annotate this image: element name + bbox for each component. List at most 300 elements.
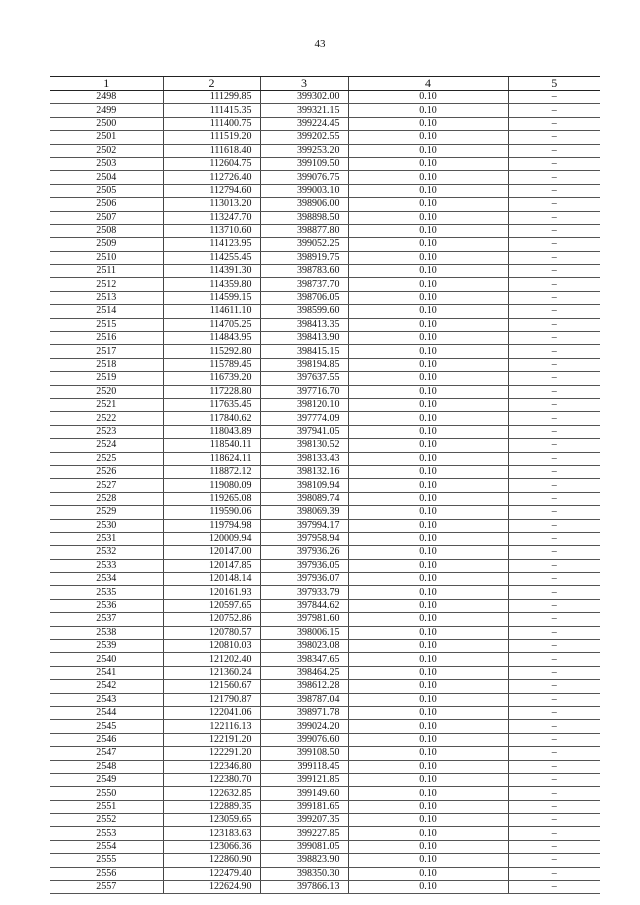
note-cell: – [508, 265, 600, 278]
y-coordinate-cell: 398464.25 [260, 666, 348, 679]
table-row [50, 251, 600, 264]
point-number-cell: 2535 [50, 586, 163, 599]
y-coordinate-cell: 398120.10 [260, 398, 348, 411]
accuracy-cell: 0.10 [348, 91, 508, 104]
note-cell: – [508, 720, 600, 733]
table-row [50, 345, 600, 358]
accuracy-cell: 0.10 [348, 479, 508, 492]
accuracy-cell: 0.10 [348, 117, 508, 130]
y-coordinate-cell: 397716.70 [260, 385, 348, 398]
note-cell: – [508, 372, 600, 385]
accuracy-cell: 0.10 [348, 144, 508, 157]
table-row [50, 867, 600, 880]
point-number-cell: 2530 [50, 519, 163, 532]
x-coordinate-cell: 122346.80 [163, 760, 260, 773]
x-coordinate-cell: 111519.20 [163, 131, 260, 144]
accuracy-cell: 0.10 [348, 305, 508, 318]
note-cell: – [508, 827, 600, 840]
table-row [50, 452, 600, 465]
accuracy-cell: 0.10 [348, 840, 508, 853]
accuracy-cell: 0.10 [348, 867, 508, 880]
x-coordinate-cell: 119080.09 [163, 479, 260, 492]
x-coordinate-cell: 123183.63 [163, 827, 260, 840]
x-coordinate-cell: 114843.95 [163, 332, 260, 345]
table-row [50, 586, 600, 599]
point-number-cell: 2522 [50, 412, 163, 425]
note-cell: – [508, 184, 600, 197]
y-coordinate-cell: 398415.15 [260, 345, 348, 358]
x-coordinate-cell: 114705.25 [163, 318, 260, 331]
x-coordinate-cell: 111299.85 [163, 91, 260, 104]
accuracy-cell: 0.10 [348, 814, 508, 827]
x-coordinate-cell: 122624.90 [163, 881, 260, 894]
table-row [50, 800, 600, 813]
y-coordinate-cell: 398599.60 [260, 305, 348, 318]
accuracy-cell: 0.10 [348, 706, 508, 719]
point-number-cell: 2506 [50, 198, 163, 211]
table-row [50, 854, 600, 867]
y-coordinate-cell: 397958.94 [260, 532, 348, 545]
column-header-2: 2 [163, 77, 260, 91]
table-row [50, 131, 600, 144]
table-header-row [50, 77, 600, 91]
y-coordinate-cell: 398737.70 [260, 278, 348, 291]
accuracy-cell: 0.10 [348, 131, 508, 144]
x-coordinate-cell: 113710.60 [163, 224, 260, 237]
x-coordinate-cell: 120752.86 [163, 613, 260, 626]
x-coordinate-cell: 117840.62 [163, 412, 260, 425]
point-number-cell: 2550 [50, 787, 163, 800]
x-coordinate-cell: 114359.80 [163, 278, 260, 291]
x-coordinate-cell: 120147.00 [163, 546, 260, 559]
y-coordinate-cell: 399076.75 [260, 171, 348, 184]
y-coordinate-cell: 399118.45 [260, 760, 348, 773]
point-number-cell: 2533 [50, 559, 163, 572]
table-row [50, 291, 600, 304]
x-coordinate-cell: 112794.60 [163, 184, 260, 197]
table-row [50, 787, 600, 800]
accuracy-cell: 0.10 [348, 198, 508, 211]
table-row [50, 425, 600, 438]
y-coordinate-cell: 398133.43 [260, 452, 348, 465]
note-cell: – [508, 465, 600, 478]
x-coordinate-cell: 120161.93 [163, 586, 260, 599]
note-cell: – [508, 733, 600, 746]
y-coordinate-cell: 397981.60 [260, 613, 348, 626]
accuracy-cell: 0.10 [348, 251, 508, 264]
note-cell: – [508, 479, 600, 492]
accuracy-cell: 0.10 [348, 265, 508, 278]
x-coordinate-cell: 120009.94 [163, 532, 260, 545]
accuracy-cell: 0.10 [348, 506, 508, 519]
coordinates-table [50, 76, 600, 894]
point-number-cell: 2556 [50, 867, 163, 880]
table-row [50, 881, 600, 894]
accuracy-cell: 0.10 [348, 184, 508, 197]
point-number-cell: 2536 [50, 599, 163, 612]
note-cell: – [508, 492, 600, 505]
y-coordinate-cell: 398612.28 [260, 680, 348, 693]
x-coordinate-cell: 120147.85 [163, 559, 260, 572]
point-number-cell: 2553 [50, 827, 163, 840]
accuracy-cell: 0.10 [348, 720, 508, 733]
point-number-cell: 2540 [50, 653, 163, 666]
note-cell: – [508, 519, 600, 532]
x-coordinate-cell: 115292.80 [163, 345, 260, 358]
point-number-cell: 2554 [50, 840, 163, 853]
note-cell: – [508, 318, 600, 331]
point-number-cell: 2539 [50, 640, 163, 653]
y-coordinate-cell: 397774.09 [260, 412, 348, 425]
x-coordinate-cell: 121790.87 [163, 693, 260, 706]
accuracy-cell: 0.10 [348, 278, 508, 291]
x-coordinate-cell: 119265.08 [163, 492, 260, 505]
x-coordinate-cell: 122380.70 [163, 773, 260, 786]
x-coordinate-cell: 118624.11 [163, 452, 260, 465]
note-cell: – [508, 747, 600, 760]
y-coordinate-cell: 398706.05 [260, 291, 348, 304]
column-header-4: 4 [348, 77, 508, 91]
note-cell: – [508, 398, 600, 411]
point-number-cell: 2534 [50, 573, 163, 586]
table-row [50, 653, 600, 666]
y-coordinate-cell: 399081.05 [260, 840, 348, 853]
accuracy-cell: 0.10 [348, 452, 508, 465]
point-number-cell: 2509 [50, 238, 163, 251]
x-coordinate-cell: 113013.20 [163, 198, 260, 211]
table-row [50, 519, 600, 532]
accuracy-cell: 0.10 [348, 599, 508, 612]
point-number-cell: 2555 [50, 854, 163, 867]
point-number-cell: 2519 [50, 372, 163, 385]
note-cell: – [508, 626, 600, 639]
point-number-cell: 2548 [50, 760, 163, 773]
y-coordinate-cell: 397866.13 [260, 881, 348, 894]
x-coordinate-cell: 122291.20 [163, 747, 260, 760]
y-coordinate-cell: 398130.52 [260, 439, 348, 452]
y-coordinate-cell: 399202.55 [260, 131, 348, 144]
table-row [50, 184, 600, 197]
note-cell: – [508, 91, 600, 104]
y-coordinate-cell: 397936.26 [260, 546, 348, 559]
table-row [50, 305, 600, 318]
point-number-cell: 2529 [50, 506, 163, 519]
table-row [50, 680, 600, 693]
table-row [50, 573, 600, 586]
note-cell: – [508, 171, 600, 184]
table-row [50, 117, 600, 130]
x-coordinate-cell: 111415.35 [163, 104, 260, 117]
accuracy-cell: 0.10 [348, 680, 508, 693]
point-number-cell: 2524 [50, 439, 163, 452]
accuracy-cell: 0.10 [348, 492, 508, 505]
x-coordinate-cell: 123066.36 [163, 840, 260, 853]
x-coordinate-cell: 122889.35 [163, 800, 260, 813]
accuracy-cell: 0.10 [348, 318, 508, 331]
accuracy-cell: 0.10 [348, 238, 508, 251]
y-coordinate-cell: 398906.00 [260, 198, 348, 211]
y-coordinate-cell: 399052.25 [260, 238, 348, 251]
table-row [50, 104, 600, 117]
note-cell: – [508, 773, 600, 786]
y-coordinate-cell: 398971.78 [260, 706, 348, 719]
note-cell: – [508, 573, 600, 586]
x-coordinate-cell: 111400.75 [163, 117, 260, 130]
point-number-cell: 2552 [50, 814, 163, 827]
table-row [50, 760, 600, 773]
accuracy-cell: 0.10 [348, 332, 508, 345]
y-coordinate-cell: 399149.60 [260, 787, 348, 800]
y-coordinate-cell: 397637.55 [260, 372, 348, 385]
x-coordinate-cell: 114611.10 [163, 305, 260, 318]
x-coordinate-cell: 120597.65 [163, 599, 260, 612]
accuracy-cell: 0.10 [348, 412, 508, 425]
note-cell: – [508, 640, 600, 653]
x-coordinate-cell: 120780.57 [163, 626, 260, 639]
point-number-cell: 2523 [50, 425, 163, 438]
y-coordinate-cell: 399227.85 [260, 827, 348, 840]
accuracy-cell: 0.10 [348, 773, 508, 786]
accuracy-cell: 0.10 [348, 519, 508, 532]
accuracy-cell: 0.10 [348, 372, 508, 385]
x-coordinate-cell: 113247.70 [163, 211, 260, 224]
y-coordinate-cell: 398089.74 [260, 492, 348, 505]
accuracy-cell: 0.10 [348, 439, 508, 452]
y-coordinate-cell: 398898.50 [260, 211, 348, 224]
x-coordinate-cell: 118043.89 [163, 425, 260, 438]
y-coordinate-cell: 398413.35 [260, 318, 348, 331]
table-row [50, 506, 600, 519]
note-cell: – [508, 506, 600, 519]
point-number-cell: 2513 [50, 291, 163, 304]
table-row [50, 693, 600, 706]
accuracy-cell: 0.10 [348, 881, 508, 894]
accuracy-cell: 0.10 [348, 640, 508, 653]
table-row [50, 385, 600, 398]
accuracy-cell: 0.10 [348, 104, 508, 117]
note-cell: – [508, 425, 600, 438]
accuracy-cell: 0.10 [348, 747, 508, 760]
x-coordinate-cell: 123059.65 [163, 814, 260, 827]
table-row [50, 773, 600, 786]
point-number-cell: 2557 [50, 881, 163, 894]
accuracy-cell: 0.10 [348, 693, 508, 706]
point-number-cell: 2499 [50, 104, 163, 117]
point-number-cell: 2527 [50, 479, 163, 492]
y-coordinate-cell: 398023.08 [260, 640, 348, 653]
note-cell: – [508, 439, 600, 452]
y-coordinate-cell: 398132.16 [260, 465, 348, 478]
y-coordinate-cell: 397936.07 [260, 573, 348, 586]
x-coordinate-cell: 119590.06 [163, 506, 260, 519]
point-number-cell: 2549 [50, 773, 163, 786]
note-cell: – [508, 680, 600, 693]
point-number-cell: 2510 [50, 251, 163, 264]
accuracy-cell: 0.10 [348, 211, 508, 224]
x-coordinate-cell: 122860.90 [163, 854, 260, 867]
table-row [50, 224, 600, 237]
y-coordinate-cell: 397936.05 [260, 559, 348, 572]
y-coordinate-cell: 399108.50 [260, 747, 348, 760]
y-coordinate-cell: 397941.05 [260, 425, 348, 438]
note-cell: – [508, 452, 600, 465]
y-coordinate-cell: 398919.75 [260, 251, 348, 264]
x-coordinate-cell: 122041.06 [163, 706, 260, 719]
x-coordinate-cell: 112726.40 [163, 171, 260, 184]
accuracy-cell: 0.10 [348, 760, 508, 773]
x-coordinate-cell: 122632.85 [163, 787, 260, 800]
point-number-cell: 2520 [50, 385, 163, 398]
note-cell: – [508, 238, 600, 251]
note-cell: – [508, 117, 600, 130]
accuracy-cell: 0.10 [348, 546, 508, 559]
accuracy-cell: 0.10 [348, 586, 508, 599]
y-coordinate-cell: 398783.60 [260, 265, 348, 278]
note-cell: – [508, 867, 600, 880]
table-row [50, 559, 600, 572]
x-coordinate-cell: 117228.80 [163, 385, 260, 398]
accuracy-cell: 0.10 [348, 613, 508, 626]
note-cell: – [508, 385, 600, 398]
note-cell: – [508, 305, 600, 318]
x-coordinate-cell: 122116.13 [163, 720, 260, 733]
column-header-3: 3 [260, 77, 348, 91]
point-number-cell: 2532 [50, 546, 163, 559]
table-row [50, 827, 600, 840]
accuracy-cell: 0.10 [348, 171, 508, 184]
table-row [50, 144, 600, 157]
accuracy-cell: 0.10 [348, 666, 508, 679]
table-row [50, 171, 600, 184]
x-coordinate-cell: 116739.20 [163, 372, 260, 385]
y-coordinate-cell: 399024.20 [260, 720, 348, 733]
note-cell: – [508, 881, 600, 894]
note-cell: – [508, 760, 600, 773]
column-header-5: 5 [508, 77, 600, 91]
x-coordinate-cell: 121202.40 [163, 653, 260, 666]
table-row [50, 238, 600, 251]
point-number-cell: 2538 [50, 626, 163, 639]
point-number-cell: 2504 [50, 171, 163, 184]
table-row [50, 640, 600, 653]
accuracy-cell: 0.10 [348, 800, 508, 813]
y-coordinate-cell: 398823.90 [260, 854, 348, 867]
y-coordinate-cell: 398413.90 [260, 332, 348, 345]
note-cell: – [508, 546, 600, 559]
y-coordinate-cell: 399121.85 [260, 773, 348, 786]
note-cell: – [508, 666, 600, 679]
note-cell: – [508, 332, 600, 345]
y-coordinate-cell: 399003.10 [260, 184, 348, 197]
note-cell: – [508, 800, 600, 813]
note-cell: – [508, 840, 600, 853]
y-coordinate-cell: 399207.35 [260, 814, 348, 827]
accuracy-cell: 0.10 [348, 573, 508, 586]
note-cell: – [508, 358, 600, 371]
table-row [50, 733, 600, 746]
y-coordinate-cell: 399076.60 [260, 733, 348, 746]
y-coordinate-cell: 398877.80 [260, 224, 348, 237]
x-coordinate-cell: 117635.45 [163, 398, 260, 411]
point-number-cell: 2502 [50, 144, 163, 157]
table-row [50, 372, 600, 385]
x-coordinate-cell: 121360.24 [163, 666, 260, 679]
note-cell: – [508, 586, 600, 599]
point-number-cell: 2542 [50, 680, 163, 693]
accuracy-cell: 0.10 [348, 291, 508, 304]
y-coordinate-cell: 397933.79 [260, 586, 348, 599]
table-body [50, 91, 600, 894]
accuracy-cell: 0.10 [348, 827, 508, 840]
note-cell: – [508, 693, 600, 706]
x-coordinate-cell: 111618.40 [163, 144, 260, 157]
accuracy-cell: 0.10 [348, 385, 508, 398]
table-row [50, 706, 600, 719]
table-row [50, 532, 600, 545]
note-cell: – [508, 198, 600, 211]
y-coordinate-cell: 398347.65 [260, 653, 348, 666]
table-row [50, 198, 600, 211]
point-number-cell: 2503 [50, 157, 163, 170]
table-row [50, 465, 600, 478]
point-number-cell: 2512 [50, 278, 163, 291]
note-cell: – [508, 532, 600, 545]
note-cell: – [508, 211, 600, 224]
note-cell: – [508, 706, 600, 719]
table-row [50, 439, 600, 452]
point-number-cell: 2543 [50, 693, 163, 706]
point-number-cell: 2544 [50, 706, 163, 719]
table-row [50, 278, 600, 291]
table-row [50, 91, 600, 104]
table-row [50, 211, 600, 224]
note-cell: – [508, 278, 600, 291]
note-cell: – [508, 787, 600, 800]
y-coordinate-cell: 397994.17 [260, 519, 348, 532]
x-coordinate-cell: 115789.45 [163, 358, 260, 371]
accuracy-cell: 0.10 [348, 398, 508, 411]
table-row [50, 157, 600, 170]
y-coordinate-cell: 399321.15 [260, 104, 348, 117]
note-cell: – [508, 131, 600, 144]
point-number-cell: 2537 [50, 613, 163, 626]
accuracy-cell: 0.10 [348, 157, 508, 170]
y-coordinate-cell: 398006.15 [260, 626, 348, 639]
accuracy-cell: 0.10 [348, 626, 508, 639]
note-cell: – [508, 412, 600, 425]
point-number-cell: 2501 [50, 131, 163, 144]
point-number-cell: 2545 [50, 720, 163, 733]
accuracy-cell: 0.10 [348, 224, 508, 237]
accuracy-cell: 0.10 [348, 425, 508, 438]
x-coordinate-cell: 119794.98 [163, 519, 260, 532]
x-coordinate-cell: 112604.75 [163, 157, 260, 170]
accuracy-cell: 0.10 [348, 358, 508, 371]
accuracy-cell: 0.10 [348, 465, 508, 478]
accuracy-cell: 0.10 [348, 787, 508, 800]
table-row [50, 599, 600, 612]
note-cell: – [508, 599, 600, 612]
point-number-cell: 2505 [50, 184, 163, 197]
point-number-cell: 2521 [50, 398, 163, 411]
accuracy-cell: 0.10 [348, 854, 508, 867]
y-coordinate-cell: 398194.85 [260, 358, 348, 371]
point-number-cell: 2518 [50, 358, 163, 371]
y-coordinate-cell: 398069.39 [260, 506, 348, 519]
column-header-1: 1 [50, 77, 163, 91]
point-number-cell: 2528 [50, 492, 163, 505]
page-number: 43 [314, 38, 326, 50]
